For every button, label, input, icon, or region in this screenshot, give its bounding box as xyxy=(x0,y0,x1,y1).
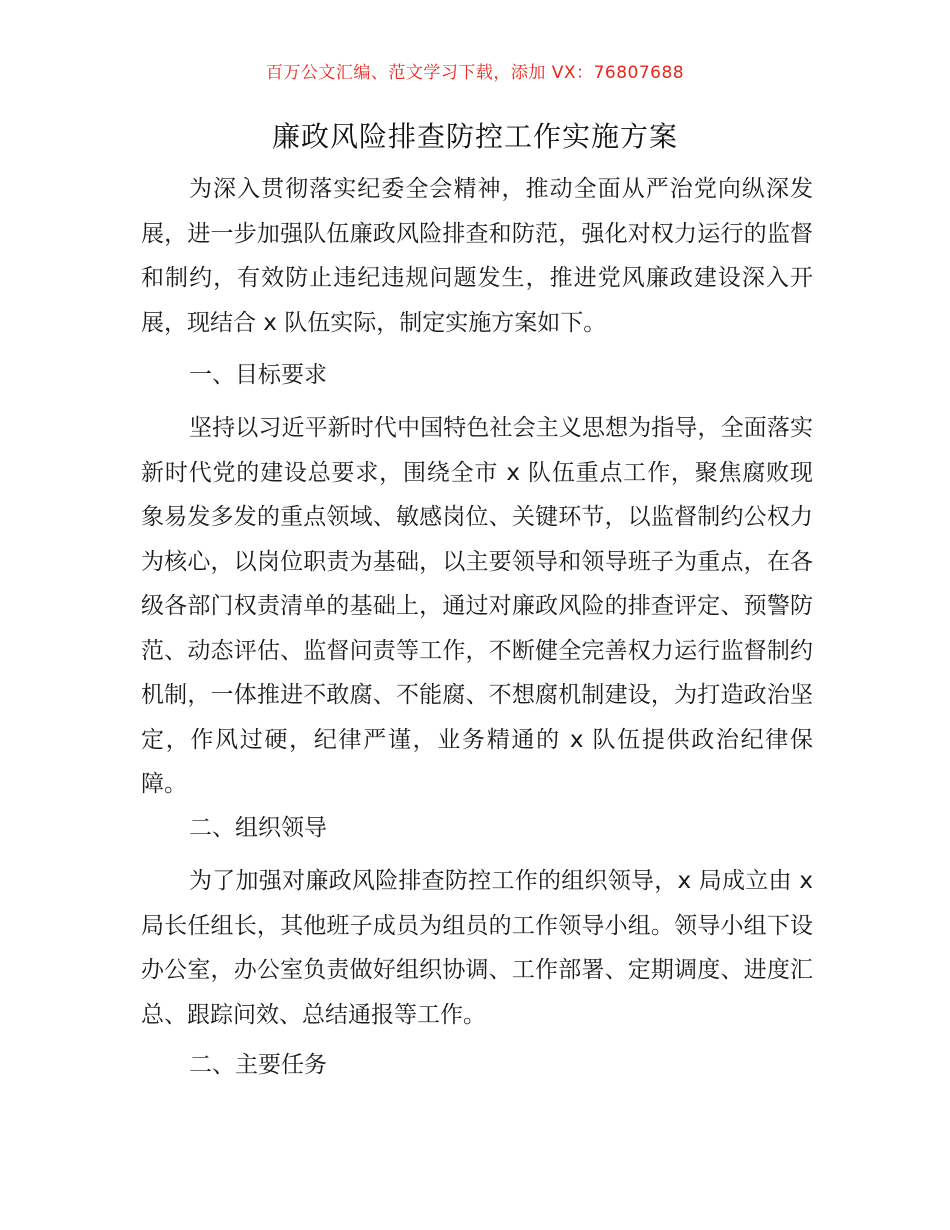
intro-text: 为深入贯彻落实纪委全会精神，推动全面从严治党向纵深发展，进一步加强队伍廉政风险排查和防范，强化对权力运行的监督和制约，有效防止违纪违规问题发生，推进党风廉政建设深入开展，现结合 x 队伍实际，制定实施方案如下。 xyxy=(141,176,813,336)
intro-paragraph xyxy=(141,167,813,345)
section-1-heading: 一、目标要求 xyxy=(189,362,327,388)
section-2-paragraph xyxy=(141,859,813,1037)
section-3-heading-block xyxy=(141,1043,813,1088)
section-1-paragraph xyxy=(141,406,813,807)
section-1-heading-block xyxy=(141,353,813,398)
header-banner: 百万公文汇编、范文学习下载，添加 VX：76807688 xyxy=(265,63,685,83)
page-title: 廉政风险排查防控工作实施方案 xyxy=(271,120,678,153)
section-2-text: 为了加强对廉政风险排查防控工作的组织领导，x 局成立由 x 局长任组长，其他班子成员为组员的工作领导小组。领导小组下设办公室，办公室负责做好组织协调、工作部署、定期调度、进度汇总、跟踪问效、总结通报等工作。 xyxy=(141,868,813,1028)
section-2-heading-block xyxy=(141,806,813,851)
section-2-heading: 二、组织领导 xyxy=(189,815,327,841)
section-1-text: 坚持以习近平新时代中国特色社会主义思想为指导，全面落实新时代党的建设总要求，围绕全市 x 队伍重点工作，聚焦腐败现象易发多发的重点领域、敏感岗位、关键环节，以监督制约公权力为核心，以岗位职责为基础，以主要领导和领导班子为重点，在各级各部门权责清单的基础上，通过对廉政风险的排查评定、预警防范、动态评估、监督问责等工作，不断健全完善权力运行监督制约机制，一体推进不敢腐、不能腐、不想腐机制建设，为打造政治坚定，作风过硬，纪律严谨，业务精通的 x 队伍提供政治纪律保障。 xyxy=(141,415,813,797)
section-3-heading: 二、主要任务 xyxy=(189,1052,327,1078)
